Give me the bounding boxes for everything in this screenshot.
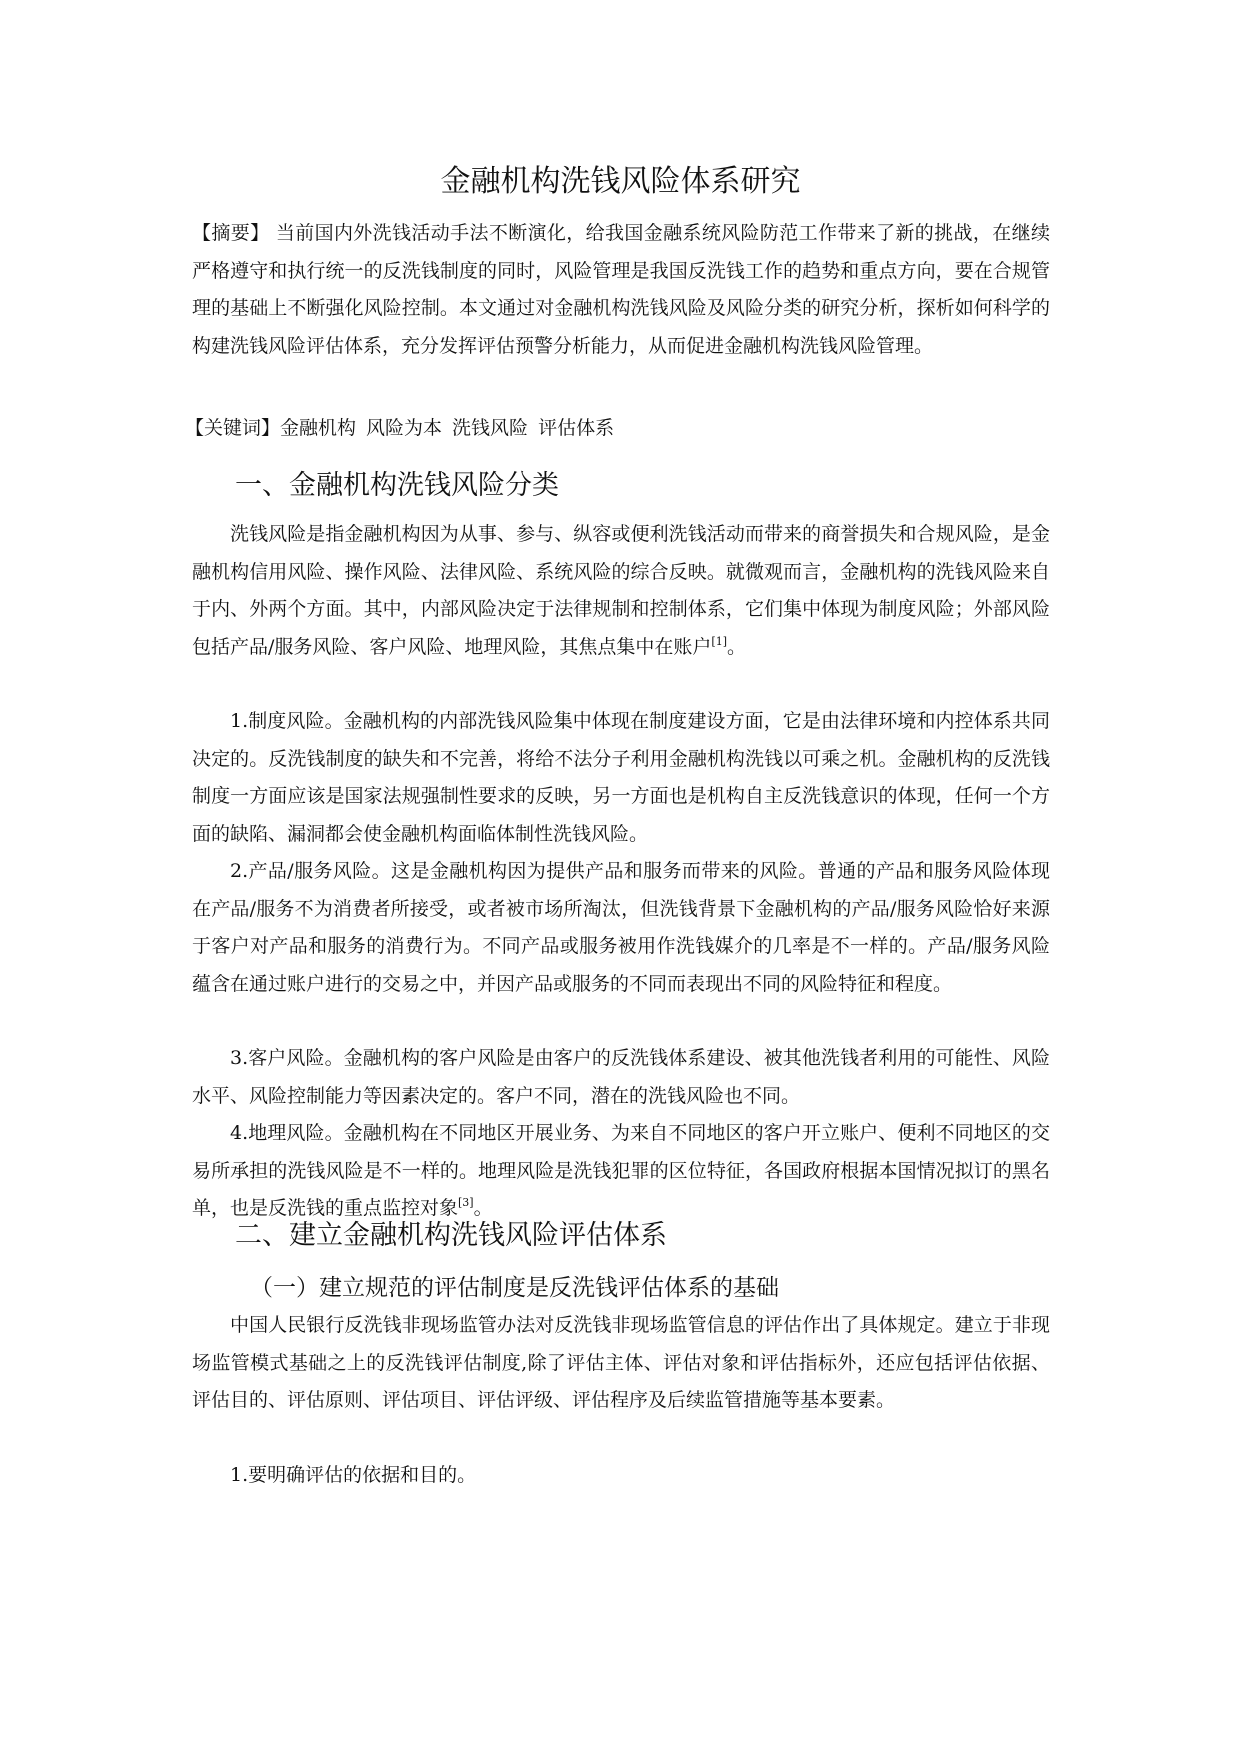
section2-para-1: 中国人民银行反洗钱非现场监管办法对反洗钱非现场监管信息的评估作出了具体规定。建立于非现场监管模式基础之上的反洗钱评估制度,除了评估主体、评估对象和评估指标外，还应包括评估依据、 评估目的、评估原则、评估项目、评估评级、评估程序及后续监管措施等基本要素。 [192,1314,1050,1411]
keyword-item: 洗钱风险 [452,417,529,439]
section1-intro-text: 洗钱风险是指金融机构因为从事、参与、纵容或便利洗钱活动而带来的商誉损失和合规风险，是金融机构信用风险、操作风险、法律风险、系统风险的综合反映。就微观而言，金融机构的洗钱风险来自于内、外两个方面。其中，内部风险决定于法律规制和控制体系，它们集中体现为制度风险；外部风险包括产品/服务风险、客户风险、地理风险，其焦点集中在账户 [192,523,1050,658]
keyword-item: 金融机构 [280,417,357,439]
section2-heading: 二、建立金融机构洗钱风险评估体系 [235,1220,667,1251]
keywords [185,410,1045,448]
section2-para-2: 1.要明确评估的依据和目的。 [230,1464,477,1486]
section1-heading: 一、金融机构洗钱风险分类 [235,470,559,501]
keyword-item: 风险为本 [366,417,443,439]
citation-ref: [1] [711,634,727,648]
document-title: 金融机构洗钱风险体系研究 [440,164,801,199]
keyword-item: 评估体系 [538,417,615,439]
citation-ref: [3] [458,1196,474,1209]
section1-para-4-text: 4.地理风险。金融机构在不同地区开展业务、为来自不同地区的客户开立账户、便利不同地区的交易所承担的洗钱风险是不一样的。地理风险是洗钱犯罪的区位特征，各国政府根据本国情况拟订的黑名单，也是反洗钱的重点监控对象 [192,1122,1050,1219]
abstract [192,215,1050,365]
abstract-label: 【摘要】 [192,222,270,244]
section2-subheading-1: （一）建立规范的评估制度是反洗钱评估体系的基础 [250,1275,779,1301]
section1-para-1: 1.制度风险。金融机构的内部洗钱风险集中体现在制度建设方面，它是由法律环境和内控体系共同决定的。反洗钱制度的缺失和不完善，将给不法分子利用金融机构洗钱以可乘之机。金融机构的反洗钱制度一方面应该是国家法规强制性要求的反映，另一方面也是机构自主反洗钱意识的体现，任何一个方面的缺陷、漏洞都会使金融机构面临体制性洗钱风险。 [192,710,1050,845]
section1-para-2: 2.产品/服务风险。这是金融机构因为提供产品和服务而带来的风险。普通的产品和服务风险体现在产品/服务不为消费者所接受，或者被市场所淘汰，但洗钱背景下金融机构的产品/服务风险恰好来源于客户对产品和服务的消费行为。不同产品或服务被用作洗钱媒介的几率是不一样的。产品/服务风险蕴含在通过账户进行的交易之中，并因产品或服务的不同而表现出不同的风险特征和程度。 [192,860,1050,995]
section1-para-4 [192,1115,1050,1228]
keywords-label: 【关键词】 [185,417,281,439]
section1-intro [192,516,1050,666]
section1-intro-end: 。 [727,635,747,658]
section1-para-3: 3.客户风险。金融机构的客户风险是由客户的反洗钱体系建设、被其他洗钱者利用的可能性、风险水平、风险控制能力等因素决定的。客户不同，潜在的洗钱风险也不同。 [192,1047,1050,1107]
abstract-text: 当前国内外洗钱活动手法不断演化，给我国金融系统风险防范工作带来了新的挑战，在继续严格遵守和执行统一的反洗钱制度的同时，风险管理是我国反洗钱工作的趋势和重点方向，要在合规管理的基础上不断强化风险控制。本文通过对金融机构洗钱风险及风险分类的研究分析，探析如何科学的构建洗钱风险评估体系，充分发挥评估预警分析能力，从而促进金融机构洗钱风险管理。 [192,222,1050,357]
section1-para-4-end: 。 [473,1197,493,1219]
